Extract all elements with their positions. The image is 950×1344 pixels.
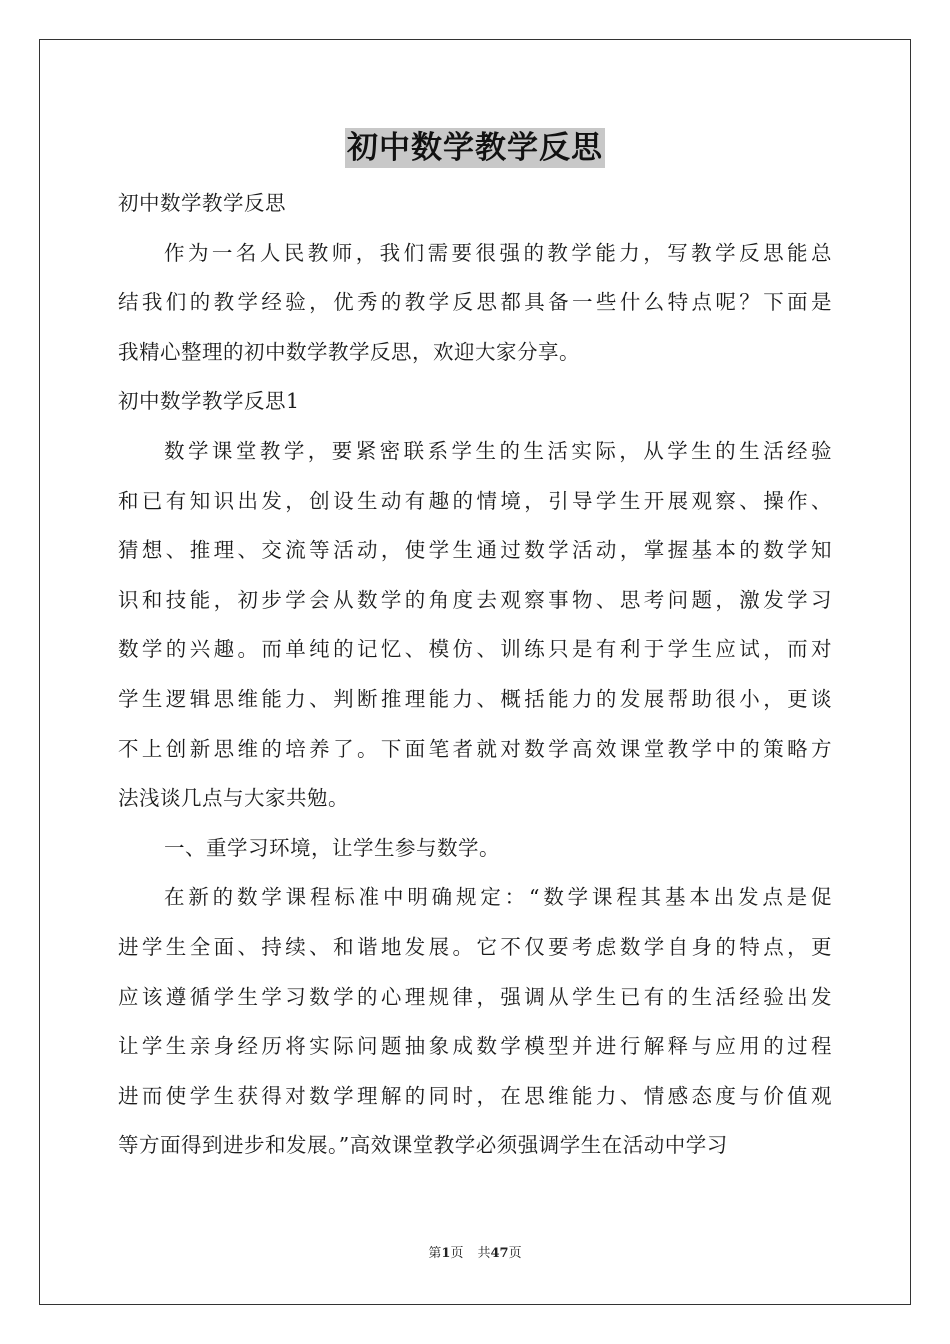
document-title: 初中数学教学反思 [347,130,603,166]
paragraph-line: 猜想、推理、交流等活动，使学生通过数学活动，掌握基本的数学知 [118,538,832,563]
paragraph-line: 识和技能，初步学会从数学的角度去观察事物、思考问题，激发学习 [118,587,832,612]
footer-total-suffix: 页 [508,1246,522,1261]
paragraph-line: 法浅谈几点与大家共勉。 [118,786,349,811]
paragraph [118,377,832,427]
paragraph-line: 我精心整理的初中数学教学反思，欢迎大家分享。 [118,339,580,364]
footer-total-pages: 47 [490,1246,509,1261]
footer-current-page: 1 [441,1246,451,1261]
paragraph-line: 一、重学习环境，让学生参与数学。 [164,835,500,860]
paragraph-line: 作为一名人民教师，我们需要很强的教学能力，写教学反思能总 [164,240,832,265]
paragraph-line: 在新的数学课程标准中明确规定：“数学课程其基本出发点是促 [164,885,832,910]
paragraph-line: 进而使学生获得对数学理解的同时，在思维能力、情感态度与价值观 [118,1083,832,1108]
document-title-wrapper [0,128,950,168]
paragraph [118,873,832,1171]
paragraph-line: 结我们的教学经验，优秀的教学反思都具备一些什么特点呢？下面是 [118,290,832,315]
paragraph [118,427,832,824]
footer-total-prefix: 共 [477,1246,491,1261]
paragraph-line: 让学生亲身经历将实际问题抽象成数学模型并进行解释与应用的过程 [118,1034,832,1059]
paragraph-line: 初中数学教学反思 [118,191,286,215]
page-footer [0,1245,950,1263]
paragraph-line: 数学课堂教学，要紧密联系学生的生活实际，从学生的生活经验 [164,438,832,463]
paragraph-line: 学生逻辑思维能力、判断推理能力、概括能力的发展帮助很小，更谈 [118,686,832,711]
footer-prefix: 第 [428,1246,442,1261]
document-body [118,179,832,1171]
footer-page-word: 页 [450,1246,464,1261]
paragraph-line: 数学的兴趣。而单纯的记忆、模仿、训练只是有利于学生应试，而对 [118,637,832,662]
paragraph [118,824,832,874]
paragraph-line: 等方面得到进步和发展。”高效课堂教学必须强调学生在活动中学习 [118,1133,728,1158]
paragraph [118,229,832,378]
paragraph-line: 和已有知识出发，创设生动有趣的情境，引导学生开展观察、操作、 [118,488,832,513]
paragraph [118,179,832,229]
paragraph-line: 进学生全面、持续、和谐地发展。它不仅要考虑数学自身的特点，更 [118,934,832,959]
paragraph-line: 不上创新思维的培养了。下面笔者就对数学高效课堂教学中的策略方 [118,736,832,761]
paragraph-line: 应该遵循学生学习数学的心理规律，强调从学生已有的生活经验出发 [118,984,832,1009]
paragraph-line: 初中数学教学反思1 [118,389,300,414]
